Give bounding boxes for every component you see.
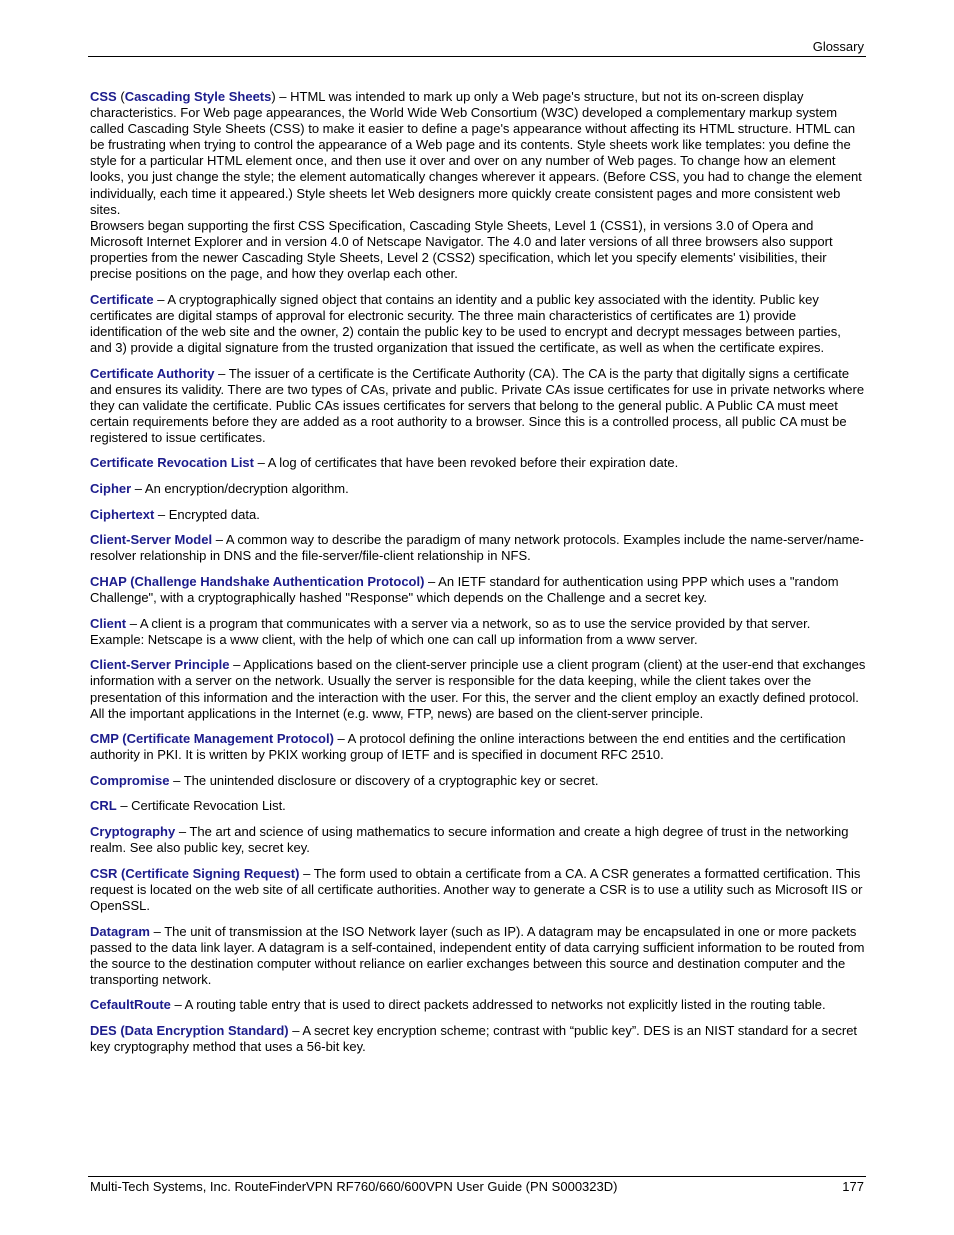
glossary-definition: – A secret key encryption scheme; contrast with “public key”. DES is an NIST standard for a secret key cryptography method that uses a 56-bit key. [90,1023,858,1055]
glossary-definition: – Applications based on the client-server principle use a client program (client) at the user-end that exchanges information with a server on the network. Usually the server is responsible for the data keeping, while the client takes over the presentation of this information and the interaction with the user. For this, the server and the client employ an exactly defined protocol. All the important applications in the Internet (e.g. www, FTP, news) are based on the client-server principle. [90,657,866,721]
glossary-definition: – A cryptographically signed object that contains an identity and a public key associated with the identity. Public key certificates are digital stamps of approval for electronic security. The three main characteristics of certificates are 1) provide identification of the web site and the owner, 2) contain the public key to be used to encrypt and decrypt messages between parties, and 3) provide a digital signature from the trusted organization that issued the certificate, as well as when the certificate expires. [90,291,841,355]
glossary-term: CSR (Certificate Signing Request) [90,865,300,881]
glossary-entry-chap [90,574,866,606]
glossary-entry-certificate-authority [90,366,866,446]
glossary-term: Certificate Revocation List [90,455,254,471]
glossary-entry-client [90,616,866,648]
glossary-term: Certificate Authority [90,365,215,381]
glossary-term: CMP (Certificate Management Protocol) [90,731,334,747]
glossary-term: Client-Server Principle [90,657,230,673]
glossary-entry-csr [90,866,866,914]
glossary-entry-client-server-model [90,532,866,564]
glossary-term: Cipher [90,481,132,497]
glossary-entry-css [90,89,866,282]
glossary-entry-crl [90,798,866,814]
glossary-term: Datagram [90,923,150,939]
glossary-definition: – The unit of transmission at the ISO Network layer (such as IP). A datagram may be encapsulated in one or more packets passed to the data link layer. A datagram is a self-contained, independent entity of data carrying sufficient information to be routed from the source to the destination computer without reliance on earlier exchanges between this source and destination computer and the transporting network. [90,923,865,987]
glossary-term: CRL [90,798,117,814]
glossary-definition: – An encryption/decryption algorithm. [131,481,349,497]
glossary-term: Cryptography [90,824,176,840]
glossary-entry-compromise [90,773,866,789]
glossary-definition: – The issuer of a certificate is the Certificate Authority (CA). The CA is the party that digitally signs a certificate and ensures its validity. There are two types of CAs, private and public. Private CAs issue certificates for use in private networks where they can validate the certificate. Public CAs issues certificates for servers that belong to the general public. A Public CA must meet certain requirements before they are added as a root authority to a browser. Since this is a controlled process, all public CA must be registered to issue certificates. [90,365,865,445]
footer-document-title: Multi-Tech Systems, Inc. RouteFinderVPN RF760/660/600VPN User Guide (PN S000323D) [90,1179,618,1194]
page-header-section: Glossary [812,39,864,54]
glossary-term: Cascading Style Sheets [124,89,272,104]
glossary-entry-cmp [90,731,866,763]
glossary-term: Client [90,615,127,631]
header-divider [88,56,866,57]
glossary-term: DES (Data Encryption Standard) [90,1023,289,1038]
footer-page-number: 177 [842,1179,864,1194]
glossary-definition: – The art and science of using mathematics to secure information and create a high degree of trust in the networking realm. See also public key, secret key. [90,824,849,856]
glossary-entry-ciphertext [90,507,866,523]
glossary-definition: – A common way to describe the paradigm of many network protocols. Examples include the name-server/name-resolver relationship in DNS and the file-server/file-client relationship in NFS. [90,532,864,564]
glossary-definition: ) – HTML was intended to mark up only a Web page's structure, but not its on-screen display characteristics. For Web page appearances, the World Wide Web Consortium (W3C) developed a complementary markup system called Cascading Style Sheets (CSS) to make it easier to define a page's appearance without affecting its HTML structure. HTML can be frustrating when trying to control the appearance of a Web page and its contents. Style sheets work like templates: you define the style for a particular HTML element once, and then use it over and over on any number of Web pages. To change how an element looks, you just change the style; the element automatically changes wherever it appears. (Before CSS, you had to change the element individually, each time it appeared.) Style sheets let Web designers more quickly create consistent pages and more consistent web sites. [90,89,862,217]
glossary-definition: – A log of certificates that have been revoked before their expiration date. [254,455,679,471]
glossary-term: CHAP (Challenge Handshake Authentication Protocol) [90,573,425,589]
glossary-definition: – The form used to obtain a certificate from a CA. A CSR generates a formatted certification. This request is located on the web site of all certificate authorities. Another way to generate a CSR is to use a utility such as Microsoft IIS or OpenSSL. [90,865,863,913]
glossary-content [90,89,866,1065]
glossary-term: CefaultRoute [90,997,171,1013]
glossary-definition: – Encrypted data. [154,506,260,522]
glossary-definition: – A client is a program that communicates with a server via a network, so as to use the service provided by that server. Example: Netscape is a www client, with the help of which one can call up information from a www server. [90,615,811,647]
glossary-term: Ciphertext [90,506,155,522]
glossary-entry-client-server-principle [90,657,866,721]
glossary-entry-des [90,1023,866,1055]
glossary-term: CSS [90,89,117,104]
glossary-entry-certificate [90,292,866,356]
glossary-definition: – A routing table entry that is used to direct packets addressed to networks not explicitly listed in the routing table. [170,997,826,1013]
glossary-entry-cipher [90,481,866,497]
glossary-entry-datagram [90,924,866,988]
glossary-definition: – An IETF standard for authentication using PPP which uses a "random Challenge", with a cryptographically hashed "Response" which depends on the Challenge and a secret key. [90,573,839,606]
glossary-term: Client-Server Model [90,532,213,548]
glossary-definition: – Certificate Revocation List. [116,798,286,814]
glossary-definition: – A protocol defining the online interactions between the end entities and the certification authority in PKI. It is written by PKIX working group of IETF and is specified in document RFC 2510. [90,731,846,763]
glossary-term: Compromise [90,772,170,788]
glossary-entry-cefaultroute [90,997,866,1013]
entry-text [90,89,866,218]
glossary-definition: – The unintended disclosure or discovery of a cryptographic key or secret. [169,772,599,788]
entry-continuation: Browsers began supporting the first CSS Specification, Cascading Style Sheets, Level 1 (CSS1), in versions 3.0 of Opera and Microsoft Internet Explorer and in version 4.0 of Netscape Navigator. The 4.0 and later versions of all three browsers also support properties from the newer Cascading Style Sheets, Level 2 (CSS2) specification, which let you specify elements' visibilities, their precise positions on the page, and how they overlap each other. [90,217,833,282]
glossary-entry-cryptography [90,824,866,856]
glossary-term: Certificate [90,291,154,307]
glossary-entry-crl-long [90,455,866,471]
footer-divider [88,1176,866,1177]
glossary-definition: ( [116,89,125,104]
